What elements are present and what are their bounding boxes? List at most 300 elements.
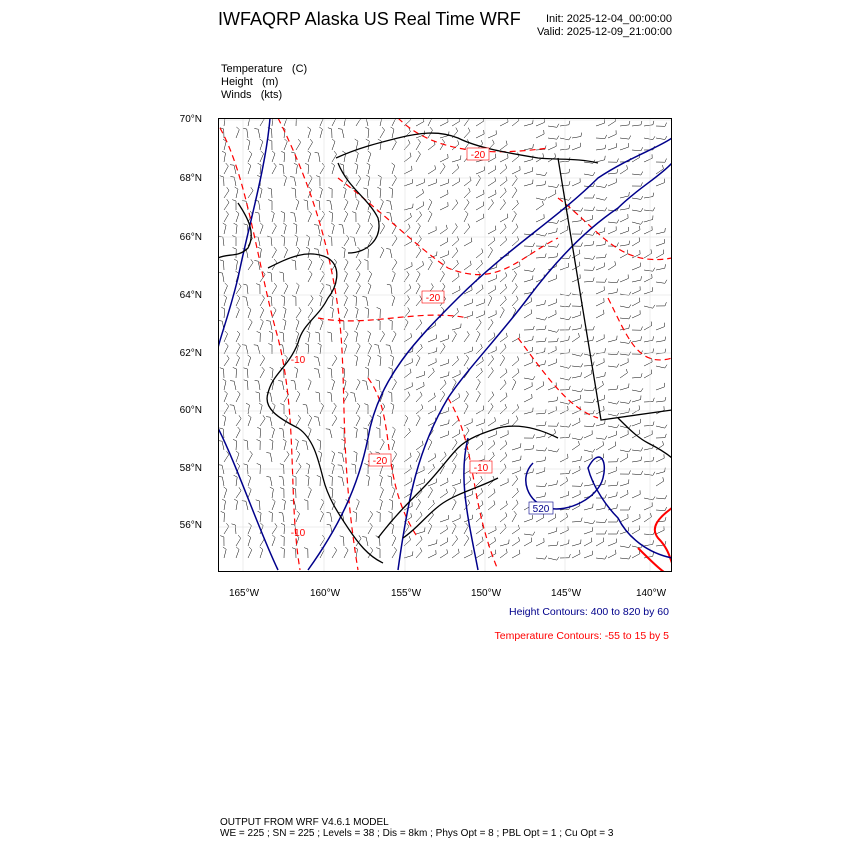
wind-barb [440, 489, 447, 498]
wind-barb [327, 368, 332, 378]
wind-barb [256, 500, 260, 510]
wind-barb [476, 285, 483, 294]
wind-barb [656, 337, 666, 342]
wind-barb [416, 118, 424, 126]
contour-label: -20 [470, 150, 486, 161]
wind-barb [620, 470, 631, 474]
wind-barb [260, 307, 264, 318]
wind-barb [536, 172, 547, 175]
wind-barb [236, 331, 240, 342]
wind-barb [363, 188, 368, 198]
wind-barb [608, 539, 616, 546]
wind-barb [258, 511, 262, 522]
wind-barb [306, 235, 309, 246]
wind-barb [500, 164, 507, 174]
wind-barb [464, 476, 471, 486]
wind-barb [524, 144, 533, 150]
wind-barb [283, 307, 286, 318]
wind-barb [272, 151, 275, 162]
wind-barb [596, 298, 604, 306]
wind-barb [452, 164, 459, 174]
wind-barb [488, 226, 496, 234]
wind-barb [512, 356, 519, 366]
wind-barb [283, 319, 286, 330]
wind-barb [304, 548, 308, 558]
wind-barb [380, 487, 384, 498]
wind-barb [608, 159, 619, 163]
wind-barb [416, 536, 422, 546]
wind-barb [500, 199, 506, 210]
wind-barb [620, 506, 630, 510]
wind-barb [257, 463, 261, 474]
wind-barb [512, 511, 516, 522]
wind-barb [632, 388, 643, 391]
wind-barb [356, 343, 360, 354]
wind-barb [272, 499, 275, 510]
wind-barb [440, 515, 449, 522]
wind-barb [644, 398, 654, 402]
wind-barb [512, 456, 521, 462]
wind-barb [248, 355, 251, 366]
wind-barb [608, 482, 618, 487]
wind-barb [476, 202, 484, 210]
wind-barb [332, 139, 335, 150]
wind-barb [356, 271, 360, 282]
wind-barb [224, 523, 229, 534]
wind-barb [244, 440, 248, 450]
wind-barb [656, 434, 666, 438]
wind-barb [428, 358, 436, 366]
wind-barb [608, 179, 616, 187]
wind-barb [560, 406, 568, 414]
wind-barb [536, 338, 546, 342]
wind-barb [362, 381, 368, 391]
wind-barb [620, 165, 628, 174]
wind-barb [536, 409, 546, 414]
wind-barb [452, 200, 458, 210]
wind-barb [524, 394, 532, 402]
wind-barb [644, 193, 654, 198]
wind-barb [548, 190, 556, 198]
wind-barb [377, 187, 381, 198]
wind-barb [572, 274, 580, 282]
wind-barb [230, 165, 236, 174]
wind-barb [512, 476, 518, 487]
wind-barb [318, 343, 322, 354]
wind-barb [644, 154, 652, 162]
wind-barb [224, 391, 227, 402]
wind-barb [620, 121, 630, 126]
wind-barb [488, 417, 496, 426]
wind-barb [536, 197, 547, 200]
wind-barb [356, 499, 359, 510]
wind-barb [476, 537, 483, 546]
wind-barb [271, 211, 274, 222]
wind-barb [270, 367, 274, 378]
wind-barb [644, 497, 655, 500]
y-tick-label: 64°N [179, 290, 202, 301]
wind-barb [355, 163, 358, 174]
wind-barb [272, 283, 277, 294]
wind-barb [644, 136, 655, 139]
wind-barb [464, 188, 470, 198]
wind-barb [596, 372, 605, 378]
wind-barb [608, 289, 618, 295]
wind-barb [368, 523, 372, 534]
wind-barb [584, 207, 595, 211]
wind-barb [386, 249, 392, 259]
wind-barb [278, 381, 284, 390]
wind-barb [548, 480, 558, 486]
wind-barb [266, 321, 272, 331]
wind-barb [560, 365, 571, 368]
wind-barb [376, 548, 380, 558]
wind-barb [572, 395, 581, 402]
y-tick-label: 60°N [179, 405, 202, 416]
wind-barb [320, 118, 324, 126]
wind-barb [220, 176, 224, 186]
wind-barb [314, 357, 320, 366]
wind-barb [536, 233, 547, 236]
wind-barb [356, 415, 360, 426]
wind-barb [272, 223, 276, 234]
wind-barb [281, 295, 285, 306]
wind-barb [464, 331, 469, 342]
wind-barb [353, 511, 357, 522]
wind-barb [416, 296, 422, 307]
wind-barb [330, 295, 334, 306]
wind-barb [632, 310, 640, 318]
wind-barb [281, 536, 285, 547]
wind-barb [608, 550, 616, 558]
wind-barb [656, 406, 664, 414]
wind-barb [548, 423, 559, 427]
wind-barb [236, 427, 240, 438]
wind-barb [404, 179, 413, 186]
wind-barb [512, 379, 516, 390]
wind-barb [620, 352, 631, 356]
wind-barb [644, 513, 651, 522]
wind-barb [224, 187, 229, 198]
wind-barb [364, 260, 368, 271]
wind-barb [536, 119, 544, 127]
wind-barb [320, 319, 323, 330]
wind-barb [524, 120, 533, 126]
wind-barb [379, 499, 382, 510]
wind-barb [416, 247, 421, 258]
wind-barb [368, 355, 371, 366]
wind-barb [608, 467, 616, 474]
wind-barb [260, 295, 265, 306]
wind-barb [344, 391, 348, 402]
wind-barb [329, 475, 333, 486]
wind-barb [608, 143, 617, 150]
wind-barb [236, 211, 239, 222]
wind-barb [338, 477, 344, 486]
wind-barb [386, 345, 392, 354]
wind-barb [244, 224, 248, 234]
wind-barb [416, 415, 420, 426]
wind-barb [270, 487, 274, 498]
wind-barb [512, 334, 520, 342]
wind-barb [656, 383, 665, 390]
wind-barb [248, 535, 251, 546]
wind-barb [354, 427, 358, 438]
wind-barb [632, 147, 643, 151]
wind-barb [560, 197, 571, 200]
wind-barb [560, 137, 571, 140]
y-tick-label: 62°N [179, 348, 202, 359]
wind-barb [536, 214, 544, 222]
wind-barb [608, 425, 619, 428]
wind-barb [269, 511, 273, 522]
wind-barb [236, 355, 240, 366]
wind-barb [222, 415, 225, 426]
wind-barb [266, 417, 272, 426]
wind-barb [620, 358, 628, 366]
wind-barb [500, 296, 506, 306]
canada-border [558, 158, 672, 420]
wind-barb [620, 315, 631, 319]
wind-barb [572, 217, 582, 222]
wind-barb [440, 335, 448, 342]
wind-barb [464, 224, 470, 234]
wind-barb [428, 487, 433, 498]
wind-barb [247, 139, 250, 150]
wind-barb [452, 248, 458, 258]
wind-barb [452, 260, 458, 270]
wind-barb [584, 538, 592, 546]
wind-barb [316, 200, 320, 210]
wind-barb [548, 449, 559, 452]
wind-barb [476, 118, 484, 126]
wind-barb [572, 303, 583, 307]
wind-barb [476, 406, 484, 414]
wind-barb [327, 392, 332, 402]
wind-barb [368, 343, 372, 354]
wind-barb [339, 224, 344, 234]
wind-barb [428, 199, 432, 210]
wind-barb [620, 400, 631, 404]
wind-barb [500, 430, 508, 438]
wind-barb [392, 451, 397, 462]
wind-barb [632, 419, 641, 426]
wind-barb [332, 415, 337, 426]
wind-barb [248, 451, 252, 462]
wind-barb [344, 271, 348, 282]
wind-barb [476, 419, 484, 426]
wind-barb [354, 355, 357, 366]
wind-barb [488, 177, 496, 186]
wind-barb [296, 391, 300, 402]
wind-barb [331, 163, 334, 174]
wind-barb [464, 238, 472, 246]
wind-barb [452, 523, 456, 534]
wind-barb [356, 259, 361, 270]
wind-barb [392, 379, 397, 390]
wind-barb [248, 163, 251, 174]
wind-barb [608, 279, 619, 283]
wind-barb [584, 336, 594, 342]
wind-barb [230, 381, 236, 390]
y-tick-label: 70°N [179, 114, 202, 125]
wind-barb [343, 187, 346, 198]
wind-barb [632, 226, 640, 234]
wind-barb [338, 465, 344, 474]
wind-barb [476, 476, 482, 486]
wind-barb [644, 249, 652, 258]
wind-barb [266, 476, 272, 486]
wind-barb [236, 451, 239, 462]
wind-barb [279, 512, 284, 522]
y-tick-label: 66°N [179, 232, 202, 243]
wind-barb [244, 368, 249, 378]
wind-barb [296, 139, 301, 150]
wind-barb [302, 441, 308, 450]
wind-barb [308, 415, 312, 426]
wind-barb [560, 401, 571, 404]
wind-barb [644, 207, 655, 211]
wind-barb [512, 271, 517, 282]
wind-barb [476, 190, 484, 198]
wind-barb [644, 457, 654, 462]
wind-barb [376, 428, 380, 438]
wind-barb [608, 130, 616, 138]
wind-barb [452, 370, 460, 378]
wind-barb [440, 538, 448, 546]
wind-barb [572, 133, 582, 138]
wind-barb [236, 535, 241, 546]
wind-barb [387, 284, 392, 294]
wind-barb [620, 340, 631, 343]
wind-barb [340, 536, 344, 546]
y-tick-label: 68°N [179, 173, 202, 184]
wind-barb [440, 549, 448, 558]
contour-label: -10 [290, 355, 306, 366]
wind-barb [362, 537, 368, 546]
wind-barb [656, 323, 664, 330]
wind-barb [404, 319, 408, 330]
wind-barb [500, 307, 504, 318]
wind-barb [560, 377, 571, 380]
wind-barb [268, 188, 272, 198]
wind-barb [341, 439, 345, 450]
wind-barb [266, 453, 272, 463]
wind-barb [512, 404, 519, 414]
wind-barb [344, 331, 348, 342]
wind-barb [248, 547, 252, 558]
wind-barb [308, 295, 313, 306]
wind-barb [608, 431, 617, 438]
wind-barb [572, 550, 580, 558]
wind-barb [296, 451, 300, 462]
wind-barb [572, 333, 579, 342]
wind-barb [524, 276, 533, 283]
wind-barb [476, 550, 484, 559]
wind-barb [620, 384, 629, 391]
wind-barb [512, 550, 520, 558]
wind-barb [452, 393, 460, 402]
wind-barb [464, 311, 473, 318]
wind-barb [355, 139, 358, 150]
wind-barb [428, 226, 436, 234]
wind-barb [392, 295, 395, 306]
wind-barb [608, 226, 616, 234]
wind-barb [342, 151, 345, 162]
graticule [218, 118, 672, 572]
wind-barb [279, 272, 284, 282]
wind-barb [317, 439, 321, 450]
wind-barb [255, 380, 260, 390]
wind-barb [327, 200, 332, 210]
wind-barb [440, 238, 448, 246]
wind-barb [248, 187, 253, 198]
wind-barb [632, 327, 643, 331]
temperature-contours-solid [638, 508, 672, 572]
wind-barb [476, 344, 482, 354]
wind-barb [560, 513, 568, 522]
wind-barb [416, 548, 422, 558]
wind-barb [404, 551, 413, 558]
wind-barb [390, 523, 393, 534]
wind-barb [379, 118, 382, 126]
wind-barb [267, 236, 272, 246]
wind-barb [620, 227, 629, 234]
wind-barb [388, 476, 392, 486]
wind-barb [440, 179, 449, 186]
wind-barb [267, 272, 272, 282]
wind-barb [428, 439, 432, 450]
wind-barb [560, 454, 568, 462]
wind-barb [452, 430, 460, 439]
wind-barb [224, 403, 229, 414]
wind-barb [452, 324, 461, 330]
wind-barb [260, 415, 265, 426]
wind-barb [365, 367, 369, 378]
wind-barb [512, 537, 520, 546]
wind-barb [428, 500, 434, 510]
wind-barb [331, 379, 334, 390]
wind-barb [416, 479, 424, 486]
wind-barb [344, 307, 348, 318]
wind-barb [224, 487, 227, 498]
wind-barb [572, 490, 580, 498]
wind-barb [656, 468, 665, 474]
wind-barb [283, 439, 286, 450]
wind-barb [596, 241, 606, 246]
wind-barb [257, 440, 261, 451]
wind-barb [500, 141, 507, 150]
wind-barb [548, 184, 559, 187]
contour-label: -20 [425, 293, 441, 304]
wind-barb [221, 307, 225, 318]
wind-barb [352, 212, 356, 222]
wind-barb [548, 359, 556, 366]
wind-barb [512, 443, 521, 450]
wind-barb [326, 429, 332, 438]
wind-barb [353, 295, 357, 306]
wind-barb [440, 452, 446, 462]
wind-barb [560, 491, 569, 498]
wind-barb [524, 310, 532, 319]
wind-barb [220, 368, 224, 378]
wind-barb [392, 139, 396, 150]
wind-barb [584, 504, 593, 510]
wind-barb [548, 228, 557, 234]
wind-barb [247, 118, 250, 126]
wind-barb [317, 475, 321, 486]
wind-barb [368, 511, 373, 522]
